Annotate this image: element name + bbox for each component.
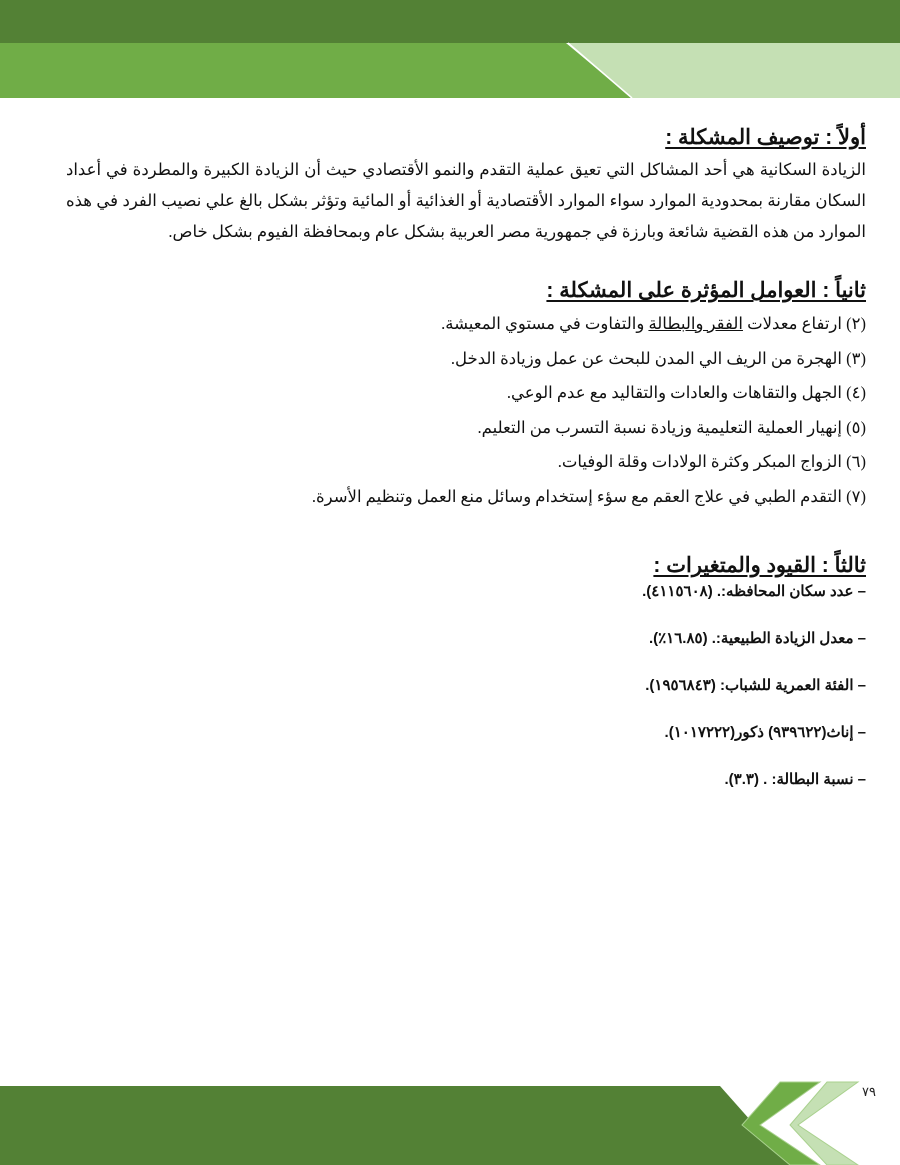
document-body (66, 122, 866, 817)
item-text: الهجرة من الريف الي المدن للبحث عن عمل وزيادة الدخل. (450, 348, 847, 368)
list-item (66, 411, 866, 446)
section-heading: ثانياً : العوامل المؤثرة على المشكلة : (546, 279, 866, 302)
list-item (66, 480, 866, 515)
page-number: ٧٩ (862, 1084, 876, 1099)
item-text: والتفاوت في مستوي المعيشة. (441, 314, 649, 333)
list-item (66, 376, 866, 411)
factors-list (66, 307, 866, 514)
list-item-population: – عدد سكان المحافظه:. (٤١١٥٦٠٨). (642, 583, 866, 600)
header-decoration (0, 0, 900, 100)
list-item (66, 342, 866, 377)
list-item (66, 307, 866, 342)
footer-dark-band (0, 1086, 720, 1165)
item-text: ارتفاع معدلات (742, 314, 847, 333)
item-text: الزواج المبكر وكثرة الولادات وقلة الوفيات. (557, 452, 847, 471)
variables-list (66, 582, 866, 790)
item-number: (٤) (846, 383, 866, 402)
item-number: (٣) (846, 348, 866, 368)
footer-decoration (0, 1080, 900, 1165)
item-number: (٢) (846, 314, 866, 333)
section-problem-description (66, 122, 866, 247)
item-number: (٥) (846, 417, 866, 437)
header-mid-band (0, 43, 632, 98)
item-number: (٦) (846, 452, 866, 471)
section-influencing-factors (66, 275, 866, 514)
section-heading: ثالثاً : القيود والمتغيرات : (653, 554, 866, 577)
item-text: الجهل والتقاهات والعادات والتقاليد مع عدم الوعي. (506, 383, 847, 402)
section-heading: أولاً : توصيف المشكلة : (665, 126, 866, 149)
list-item-youth-age-group: – الفئة العمرية للشباب: (١٩٥٦٨٤٣). (645, 677, 866, 694)
item-text: إنهيار العملية التعليمية وزيادة نسبة التسرب من التعليم. (477, 417, 847, 437)
list-item-natural-increase: – معدل الزيادة الطبيعية:. (١٦.٨٥٪). (648, 630, 866, 647)
problem-paragraph: الزيادة السكانية هي أحد المشاكل التي تعيق عملية التقدم والنمو الأقتصادي حيث أن الزيادة الكبيرة والمطردة في أعداد السكان مقارنة بمحدودية الموارد سواء الموارد الأقتصادية أو الغذائية أو المائية وتؤثر بشكل بالغ علي نصيب الفرد في هذه الموارد من هذه القضية شائعة وبارزة في جمهورية مصر العربية بشكل عام وبمحافظة الفيوم بشكل خاص. (66, 160, 866, 241)
list-item-unemployment-rate: – نسبة البطالة: . (٣.٣). (724, 771, 866, 788)
item-underlined-text: الفقر والبطالة (648, 314, 743, 333)
section-constraints-variables (66, 550, 866, 790)
list-item (66, 445, 866, 480)
item-number: (٧) (846, 486, 866, 506)
item-text: التقدم الطبي في علاج العقم مع سؤء إستخدام وسائل منع العمل وتنظيم الأسرة. (311, 486, 847, 506)
header-dark-band (0, 0, 900, 43)
list-item-gender-split: – إناث(٩٣٩٦٢٢) ذكور(١٠١٧٢٢٢). (664, 724, 866, 741)
